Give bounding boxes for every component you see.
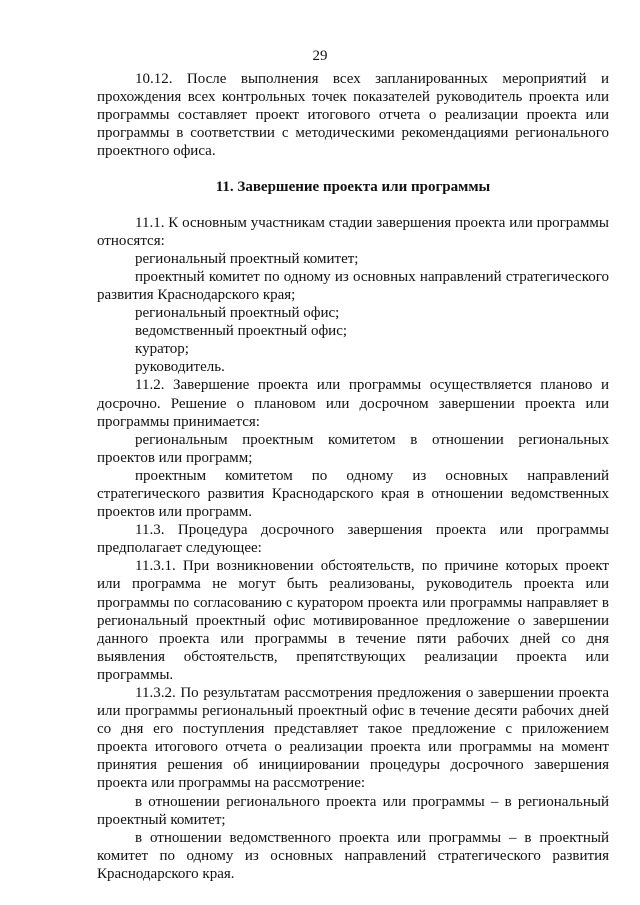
list-item: региональный проектный офис;: [135, 305, 340, 322]
list-item: проектным комитетом по одному из основных направлений стратегического развития Краснодарского края в отношении ведомственных проектов или программ.: [97, 467, 609, 521]
paragraph: 10.12. После выполнения всех запланированных мероприятий и прохождения всех контрольных точек показателей руководитель проекта или программы составляет проект итогового отчета о реализации проекта или программы в соответствии с методическими рекомендациями регионального проектного офиса.: [97, 71, 609, 160]
paragraph: 11.3.2. По результатам рассмотрения предложения о завершении проекта или программы региональный проектный офис в течение десяти рабочих дней со дня его поступления представляет такое предложение с приложением проекта итогового отчета о реализации проекта или программы на момент принятия решения об инициировании процедуры досрочного завершения проекта или программы на рассмотрение:: [97, 685, 609, 792]
page-number: 29: [312, 48, 328, 64]
paragraph: 11.1. К основным участникам стадии завершения проекта или программы относятся:: [97, 214, 609, 249]
list-item: куратор;: [135, 341, 189, 358]
section-heading: 11. Завершение проекта или программы: [215, 179, 491, 196]
list-item: региональный проектный комитет;: [135, 250, 359, 267]
list-item: проектный комитет по одному из основных направлений стратегического развития Краснодарского края;: [97, 268, 609, 303]
paragraph: 11.2. Завершение проекта или программы осуществляется планово и досрочно. Решение о плановом или досрочном завершении проекта или программы принимается:: [97, 377, 609, 430]
list-item: региональным проектным комитетом в отношении региональных проектов или программ;: [97, 431, 609, 466]
list-item: ведомственный проектный офис;: [135, 323, 348, 340]
document-body: [97, 70, 609, 883]
paragraph: 11.3.1. При возникновении обстоятельств, по причине которых проект или программа не могут быть реализованы, руководитель проекта или программы по согласованию с куратором проекта или программы направляет в региональный проектный офис мотивированное предложение о завершении данного проекта или программы в течение пяти рабочих дней со дня выявления обстоятельств, препятствующих реализации проекта или программы.: [97, 558, 609, 683]
list-item: руководитель.: [135, 359, 225, 376]
list-item: в отношении ведомственного проекта или программы – в проектный комитет по одному из основных направлений стратегического развития Краснодарского края.: [97, 829, 609, 882]
list-item: в отношении регионального проекта или программы – в региональный проектный комитет;: [97, 793, 609, 828]
paragraph: 11.3. Процедура досрочного завершения проекта или программы предполагает следующее:: [97, 522, 609, 557]
